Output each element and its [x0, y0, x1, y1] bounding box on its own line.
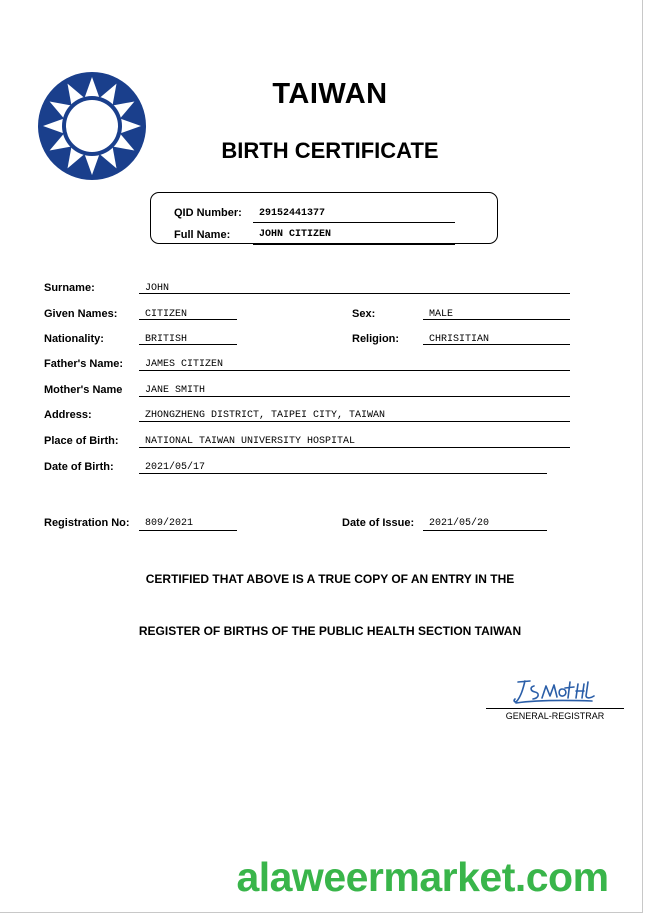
fullname-label: Full Name: [174, 229, 231, 241]
surname-label: Surname: [44, 282, 95, 294]
father-label: Father's Name: [44, 358, 124, 370]
document-title: BIRTH CERTIFICATE [221, 138, 439, 163]
registrar-title: GENERAL-REGISTRAR [505, 711, 605, 721]
date-of-issue-value: 2021/05/20 [429, 518, 490, 529]
qid-underline [253, 222, 455, 223]
signature-line [486, 708, 624, 709]
mother-value: JANE SMITH [145, 385, 206, 396]
date-of-birth-value: 2021/05/17 [145, 462, 206, 473]
given-names-label: Given Names: [44, 308, 118, 320]
religion-label: Religion: [352, 333, 400, 345]
registration-no-label: Registration No: [44, 517, 130, 529]
sex-label: Sex: [352, 308, 376, 320]
given-names-value: CITIZEN [145, 309, 188, 320]
father-value: JAMES CITIZEN [145, 359, 224, 370]
qid-value: 29152441377 [259, 208, 326, 219]
nationality-label: Nationality: [44, 333, 104, 345]
religion-value: CHRISITIAN [429, 334, 490, 345]
sex-value: MALE [429, 309, 454, 320]
registration-no-underline [139, 530, 237, 531]
fullname-underline [253, 244, 455, 245]
father-underline [139, 370, 570, 371]
place-of-birth-label: Place of Birth: [44, 435, 119, 447]
certification-line-2: REGISTER OF BIRTHS OF THE PUBLIC HEALTH SECTION TAIWAN [138, 624, 522, 638]
surname-underline [139, 293, 570, 294]
date-of-birth-underline [139, 473, 547, 474]
date-of-birth-label: Date of Birth: [44, 461, 114, 473]
mother-underline [139, 396, 570, 397]
address-underline [139, 421, 570, 422]
place-of-birth-value: NATIONAL TAIWAN UNIVERSITY HOSPITAL [145, 436, 356, 447]
certification-line-1: CERTIFIED THAT ABOVE IS A TRUE COPY OF AN ENTRY IN THE [145, 572, 515, 586]
address-label: Address: [44, 409, 92, 421]
country-title: TAIWAN [272, 78, 388, 110]
registrar-signature [512, 676, 596, 706]
nationality-value: BRITISH [145, 334, 188, 345]
place-of-birth-underline [139, 447, 570, 448]
date-of-issue-underline [423, 530, 547, 531]
registration-no-value: 809/2021 [145, 518, 194, 529]
qid-label: QID Number: [174, 207, 242, 219]
address-value: ZHONGZHENG DISTRICT, TAIPEI CITY, TAIWAN [145, 410, 386, 421]
date-of-issue-label: Date of Issue: [342, 517, 415, 529]
watermark-text: alaweermarket.com [236, 854, 609, 900]
mother-label: Mother's Name [44, 384, 123, 396]
fullname-value: JOHN CITIZEN [259, 229, 332, 240]
surname-value: JOHN [145, 283, 170, 294]
